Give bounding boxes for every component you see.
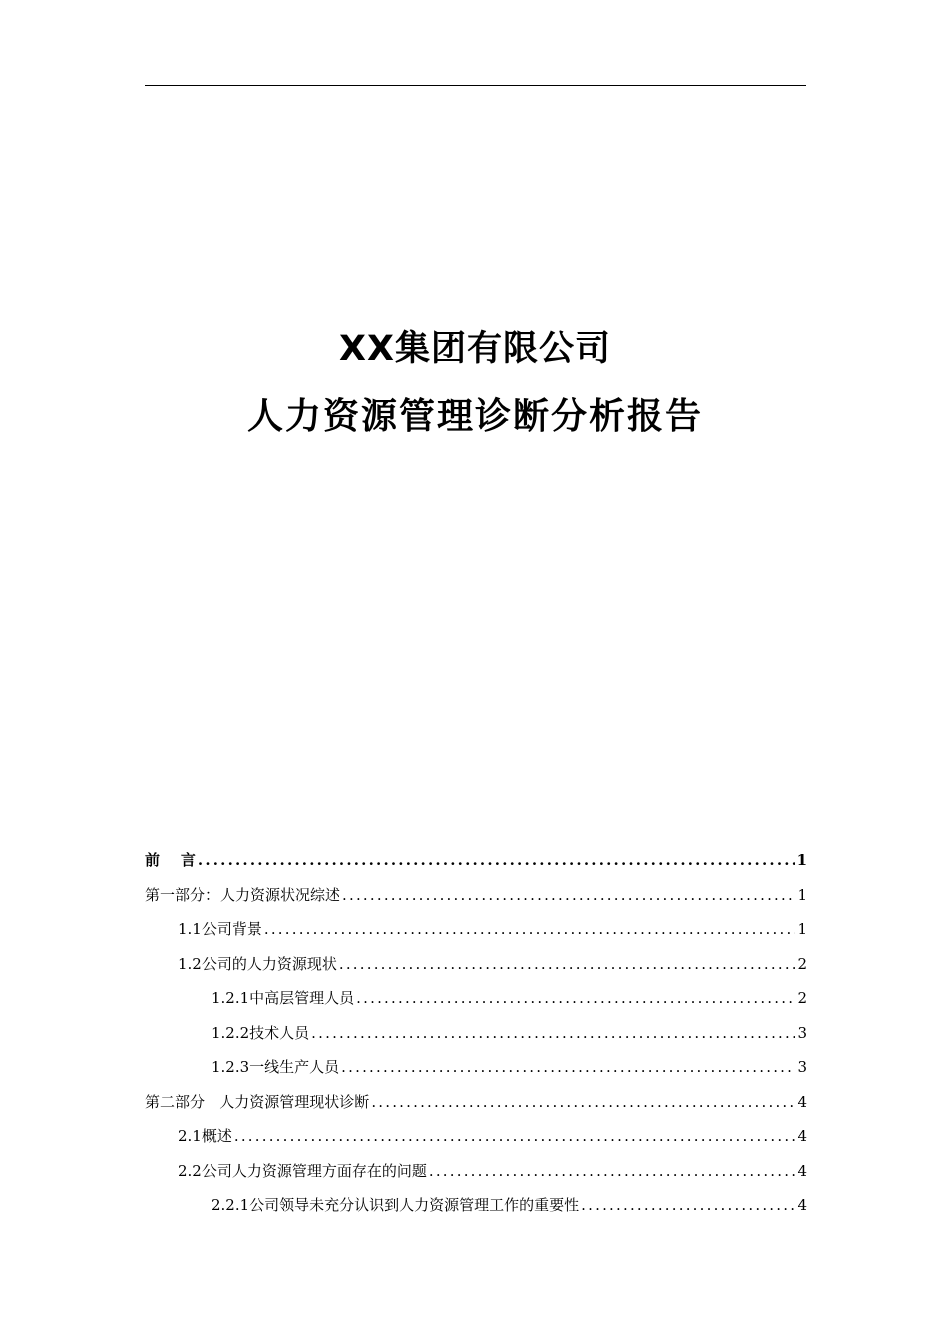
toc-leader-dots: [354, 981, 795, 1016]
toc-entry-label: 2.2公司人力资源管理方面存在的问题: [178, 1161, 427, 1180]
toc-entry-label: 第二部分 人力资源管理现状诊断: [145, 1092, 370, 1111]
toc-entry-label: 1.2.2技术人员: [211, 1023, 310, 1042]
title-block: [0, 318, 950, 448]
toc-leader-dots: [232, 1119, 796, 1154]
toc-leader-dots: [196, 843, 795, 878]
toc-leader-dots: [337, 947, 796, 982]
toc-entry-label: 第一部分：人力资源状况综述: [145, 885, 341, 904]
toc-leader-dots: [262, 912, 796, 947]
toc-entry-part2[interactable]: [145, 1085, 807, 1120]
toc-leader-dots: [340, 878, 795, 913]
toc-entry-label: 1.2.3一线生产人员: [211, 1058, 340, 1076]
toc-entry-label: 2.1概述: [178, 1127, 232, 1145]
toc-entry-page: 2: [797, 954, 807, 973]
header-rule: [145, 85, 806, 86]
toc-leader-dots: [369, 1085, 795, 1120]
toc-entry-2-2-1[interactable]: [145, 1188, 807, 1223]
toc-entry-page: 4: [797, 1127, 807, 1145]
document-title-company: XX集团有限公司: [339, 329, 611, 369]
toc-entry-1-2-1[interactable]: [145, 981, 807, 1016]
toc-leader-dots: [427, 1154, 796, 1189]
toc-entry-page: 3: [797, 1058, 807, 1076]
toc-entry-2-1[interactable]: [145, 1119, 807, 1154]
toc-leader-dots: [339, 1050, 795, 1085]
toc-entry-preface[interactable]: [145, 843, 807, 878]
toc-leader-dots: [579, 1188, 795, 1223]
toc-entry-page: 4: [797, 1196, 807, 1214]
document-title-report: 人力资源管理诊断分析报告: [246, 396, 703, 437]
toc-entry-label: 2.2.1公司领导未充分认识到人力资源管理工作的重要性: [211, 1196, 580, 1214]
toc-entry-1-2-3[interactable]: [145, 1050, 807, 1085]
toc-entry-page: 4: [797, 1092, 807, 1111]
toc-entry-1-2-2[interactable]: [145, 1016, 807, 1051]
toc-entry-label: 前 言: [145, 851, 196, 869]
toc-entry-part1[interactable]: [145, 878, 807, 913]
toc-entry-page: 2: [797, 989, 807, 1007]
toc-entry-label: 1.2公司的人力资源现状: [178, 954, 337, 973]
toc-entry-page: 1: [796, 851, 807, 869]
toc-entry-page: 4: [797, 1161, 807, 1180]
toc-leader-dots: [309, 1016, 795, 1051]
toc-entry-1-1[interactable]: [145, 912, 807, 947]
toc-entry-label: 1.1公司背景: [178, 920, 262, 938]
toc-entry-2-2[interactable]: [145, 1154, 807, 1189]
toc-entry-page: 1: [797, 885, 807, 904]
toc-entry-page: 1: [797, 920, 807, 938]
table-of-contents: [145, 843, 807, 1223]
toc-entry-page: 3: [797, 1023, 807, 1042]
toc-entry-label: 1.2.1中高层管理人员: [211, 989, 355, 1007]
toc-entry-1-2[interactable]: [145, 947, 807, 982]
